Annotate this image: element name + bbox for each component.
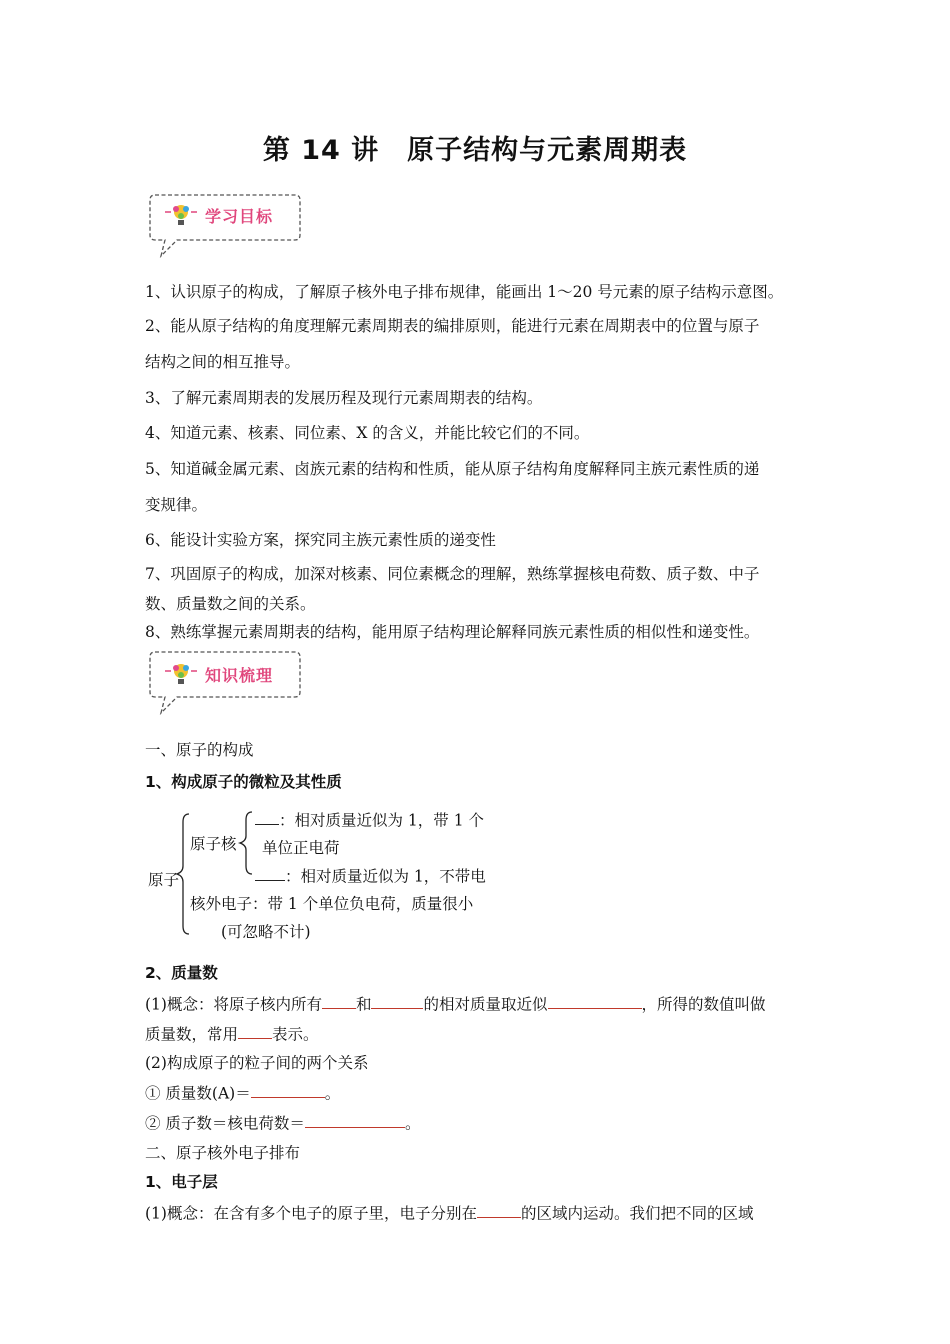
electron-shell-concept: (1)概念：在含有多个电子的原子里，电子分别在 的区域内运动。我们把不同的区域 (145, 1201, 753, 1223)
relations-heading: (2)构成原子的粒子间的两个关系 (145, 1054, 369, 1072)
subheading-mass-number: 2、质量数 (145, 964, 218, 982)
learning-objectives-badge (145, 190, 305, 260)
page-title: 第 14 讲 原子结构与元素周期表 (262, 135, 688, 166)
blank-rounding[interactable] (548, 992, 642, 1009)
mass-number-concept: (1)概念：将原子核内所有 和 的相对质量取近似 ，所得的数值叫做 (145, 992, 766, 1014)
relation-1: ① 质量数(A)＝ 。 (145, 1081, 340, 1103)
objective-3: 3、了解元素周期表的发展历程及现行元素周期表的结构。 (145, 389, 543, 407)
atom-structure-bracket (175, 808, 265, 938)
relation-2: ② 质子数＝核电荷数＝ 。 (145, 1111, 420, 1133)
blank-mass-formula[interactable] (251, 1081, 325, 1098)
objective-5-cont: 变规律。 (145, 496, 208, 514)
neutron-blank[interactable] (255, 864, 285, 881)
subheading-electron-shell: 1、电子层 (145, 1173, 218, 1191)
electron-row: 核外电子：带 1 个单位负电荷，质量很小 (190, 895, 474, 913)
blank-symbol[interactable] (238, 1022, 272, 1039)
nucleus-label: 原子核 (190, 835, 237, 853)
mass-number-concept-cont: 质量数，常用 表示。 (145, 1022, 319, 1044)
objective-6: 6、能设计实验方案，探究同主族元素性质的递变性 (145, 531, 496, 549)
badge-label: 学习目标 (205, 207, 274, 226)
objective-2-cont: 结构之间的相互推导。 (145, 353, 301, 371)
neutron-row: ：相对质量近似为 1，不带电 (255, 864, 486, 886)
blank-neutrons[interactable] (371, 992, 423, 1009)
atom-label: 原子 (148, 871, 180, 889)
blank-proton-formula[interactable] (305, 1111, 405, 1128)
objective-7: 7、巩固原子的构成，加深对核素、同位素概念的理解，熟练掌握核电荷数、质子数、中子 (145, 565, 760, 583)
proton-row-cont: 单位正电荷 (262, 839, 340, 857)
objective-7-cont: 数、质量数之间的关系。 (145, 595, 316, 613)
blank-protons[interactable] (322, 992, 356, 1009)
section-1-heading: 一、原子的构成 (145, 741, 254, 759)
objective-2: 2、能从原子结构的角度理解元素周期表的编排原则，能进行元素在周期表中的位置与原子 (145, 317, 760, 335)
badge-label: 知识梳理 (205, 666, 274, 685)
subheading-particles: 1、构成原子的微粒及其性质 (145, 773, 342, 791)
objective-5: 5、知道碱金属元素、卤族元素的结构和性质，能从原子结构角度解释同主族元素性质的递 (145, 460, 760, 478)
proton-row: ：相对质量近似为 1，带 1 个 (255, 808, 484, 830)
objective-4: 4、知道元素、核素、同位素、X 的含义，并能比较它们的不同。 (145, 424, 590, 442)
proton-blank[interactable] (255, 808, 279, 825)
objective-8: 8、熟练掌握元素周期表的结构，能用原子结构理论解释同族元素性质的相似性和递变性。 (145, 623, 760, 641)
section-2-heading: 二、原子核外电子排布 (145, 1144, 301, 1162)
knowledge-review-badge (145, 647, 305, 717)
electron-row-cont: (可忽略不计) (221, 923, 311, 941)
blank-energy[interactable] (477, 1201, 521, 1218)
objective-1: 1、认识原子的构成，了解原子核外电子排布规律，能画出 1～20 号元素的原子结构示意图。 (145, 283, 784, 301)
